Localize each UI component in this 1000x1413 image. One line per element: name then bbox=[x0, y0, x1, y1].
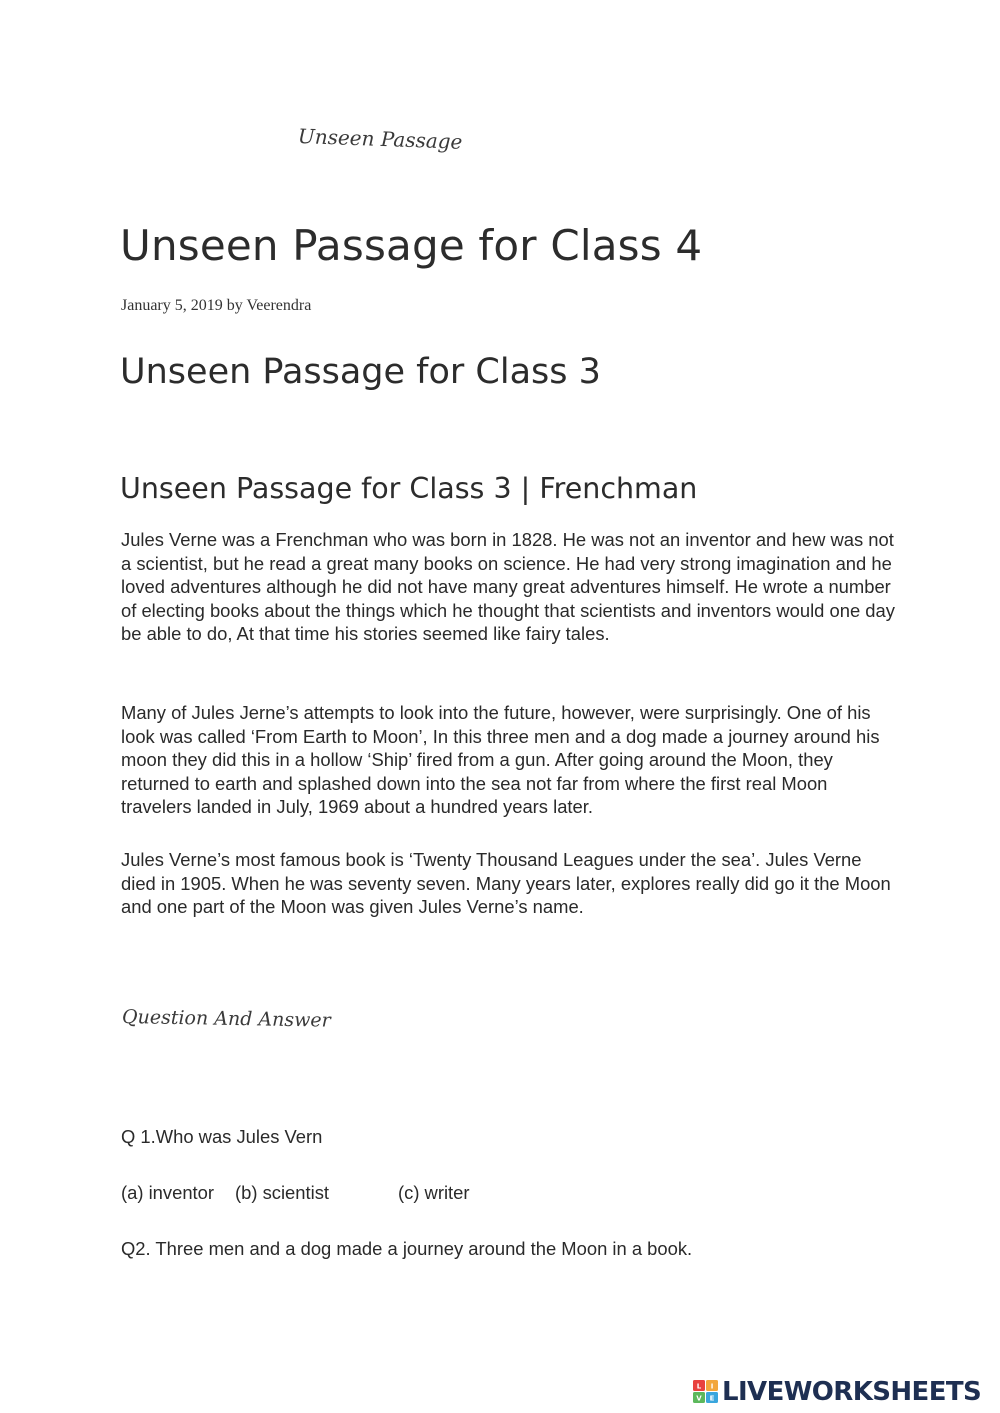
liveworksheets-logo-icon bbox=[693, 1380, 719, 1404]
option-c: (c) writer bbox=[398, 1182, 470, 1203]
passage-paragraph-3: Jules Verne’s most famous book is ‘Twenty Thousand Leagues under the sea’. Jules Verne died in 1905. When he was seventy seven. Many years later, explores really did go it the Moon and one part of the Moon was given Jules Verne’s name. bbox=[121, 849, 891, 917]
passage-paragraph-2: Many of Jules Jerne’s attempts to look into the future, however, were surprisingly. One of his look was called ‘From Earth to Moon’, In this three men and a dog made a journey around his moon they did this in a hollow ‘Ship’ fired from a gun. After going around the Moon, they returned to earth and splashed down into the sea not far from where the first real Moon travelers landed in July, 1969 about a hundred years later. bbox=[121, 702, 880, 817]
question-2: Q2. Three men and a dog made a journey around the Moon in a book. bbox=[121, 1238, 693, 1259]
svg-text:E: E bbox=[709, 1394, 715, 1403]
svg-text:V: V bbox=[696, 1394, 702, 1403]
subsection-title: Unseen Passage for Class 3 | Frenchman bbox=[120, 472, 698, 505]
question-1-options bbox=[121, 1182, 470, 1204]
page-title: Unseen Passage for Class 4 bbox=[120, 221, 703, 270]
post-meta: January 5, 2019 by Veerendra bbox=[121, 297, 312, 314]
svg-text:I: I bbox=[710, 1382, 714, 1391]
question-1: Q 1.Who was Jules Vern bbox=[121, 1126, 323, 1147]
brand-name: LIVEWORKSHEETS bbox=[722, 1377, 982, 1407]
script-heading-question-answer: Question And Answer bbox=[121, 1006, 331, 1032]
section-title: Unseen Passage for Class 3 bbox=[120, 352, 601, 392]
option-b: (b) scientist bbox=[235, 1182, 330, 1203]
passage-paragraph-1: Jules Verne was a Frenchman who was born in 1828. He was not an inventor and hew was not a scientist, but he read a great many books on science. He had very strong imagination and he loved adventures although he did not have many great adventures himself. He wrote a number of electing books about the things which he thought that scientists and inventors would one day be able to do, At that time his stories seemed like fairy tales. bbox=[121, 529, 895, 644]
liveworksheets-brand bbox=[693, 1378, 981, 1406]
script-heading-unseen-passage: Unseen Passage bbox=[297, 124, 463, 154]
option-a: (a) inventor bbox=[121, 1182, 215, 1203]
svg-text:L: L bbox=[696, 1382, 702, 1391]
